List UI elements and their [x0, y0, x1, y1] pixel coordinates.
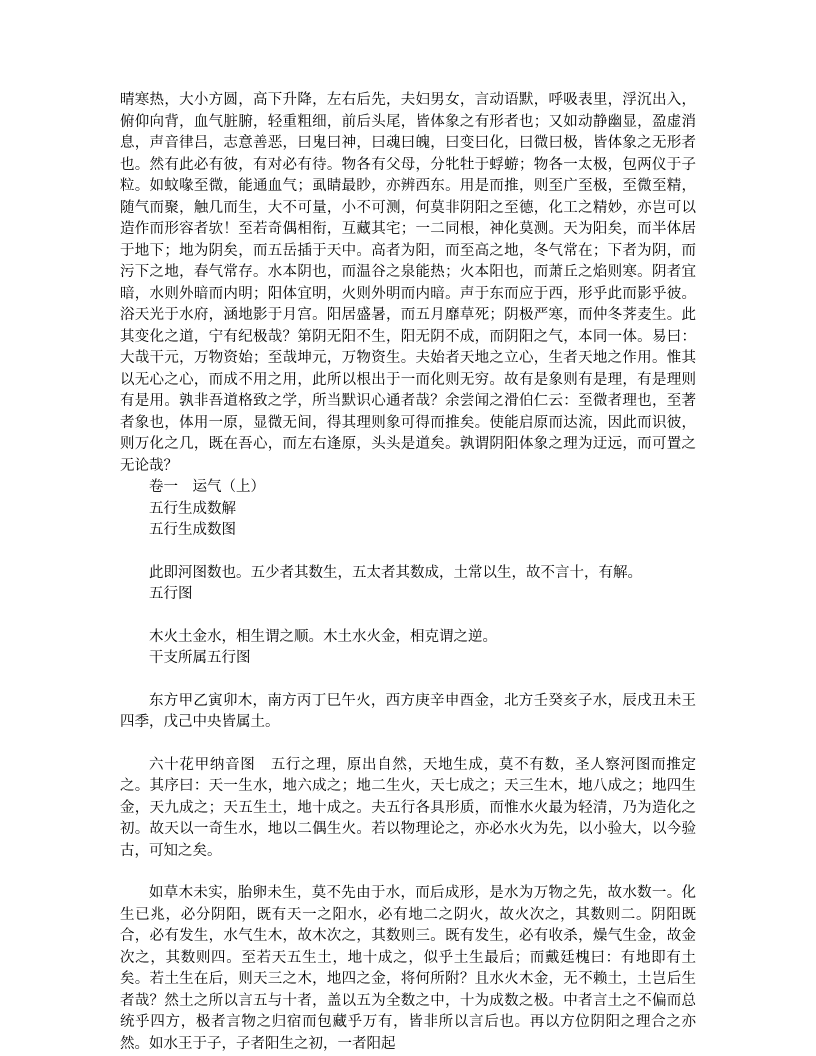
section-text-ganzhi: 东方甲乙寅卯木，南方丙丁巳午火，西方庚辛申酉金，北方壬癸亥子水，辰戌丑未王四季，戊己中央皆属土。 [120, 692, 696, 730]
section-heading-ganzhi-wuxing: 干支所属五行图 [149, 650, 251, 666]
section-heading-wuxing-tu: 五行图 [149, 586, 193, 602]
section-text-caomu: 如草木未实，胎卵未生，莫不先由于水，而后成形，是水为万物之先，故水数一。化生已兆，必分阴阳，既有天一之阳水，必有地二之阴火，故火次之，其数则二。阴阳既合，必有发生，水气生木，故木次之，其数则三。既有发生，必有收杀，燥气生金，故金次之，其数则四。至若天五生土，地十成之，似乎土生最后；而戴廷槐曰：有地即有土矣。若土生在后，则天三之木，地四之金，将何所附？且水火木金，无不赖土，土岂后生者哉？然土之所以言五与十者，盖以五为全数之中，十为成数之极。中者言土之不偏而总统乎四方，极者言物之归宿而包藏乎万有，皆非所以言后也。再以方位阴阳之理合之亦然。如水王于子，子者阳生之初，一者阳起 [120, 885, 696, 1052]
section-text-nayin: 六十花甲纳音图 五行之理，原出自然，天地生成，莫不有数，圣人察河图而推定之。其序曰：天一生水，地六成之；地二生火，天七成之；天三生木，地八成之；地四生金，天九成之；天五生土，地十成之。夫五行各具形质，而惟水火最为轻清，乃为造化之初。故天以一奇生水，地以二偶生火。若以物理论之，亦必水火为先，以小验大，以今验古，可知之矣。 [120, 756, 696, 859]
section-heading-wuxing-shengcheng-tu: 五行生成数图 [149, 522, 236, 538]
section-heading-wuxing-shengcheng-jie: 五行生成数解 [149, 500, 236, 517]
intro-paragraph: 晴寒热，大小方圆，高下升降，左右后先，夫妇男女，言动语默，呼吸表里，浮沉出入，俯仰向背，血气脏腑，轻重粗细，前后头尾，皆体象之有形者也；又如动静幽显，盈虚消息，声音律吕，志意善恶，曰鬼曰神，曰魂曰魄，曰变曰化，曰微曰极，皆体象之无形者也。然有此必有彼，有对必有待。物各有父母，分牝牡于蜉蝣；物各一太极，包两仪于子粒。如蚊喙至微，能通血气；虱睛最眇，亦辨西东。用是而推，则至广至极，至微至精，随气而聚，触几而生，大不可量，小不可测，何莫非阴阳之至德，化工之精妙，亦岂可以造作而形容者欤！至若奇偶相衔，互藏其宅；一二同根，神化莫测。天为阳矣，而半体居于地下；地为阴矣，而五岳插于天中。高者为阳，而至高之地，冬气常在；下者为阴，而污下之地，春气常存。水本阴也，而温谷之泉能热；火本阳也，而萧丘之焰则寒。阴者宜暗，水则外暗而内明；阳体宜明，火则外明而内暗。声于东而应于西，形乎此而影乎彼。浴天光于水府，涵地影于月宫。阳居盛暑，而五月靡草死；阴极严寒，而仲冬荠麦生。此其变化之道，宁有纪极哉？第阴无阳不生，阳无阴不成，而阴阳之气，本同一体。易曰：大哉干元，万物资始；至哉坤元，万物资生。夫始者天地之立心，生者天地之作用。惟其以无心之心，而成不用之用，此所以根出于一而化则无穷。故有是象则有是理，有是理则有是用。孰非吾道格致之学，所当默识心通者哉？余尝闻之滑伯仁云：至微者理也，至著者象也，体用一原，显微无间，得其理则象可得而推矣。使能启原而达流，因此而识彼，则万化之几，既在吾心，而左右逢原，头头是道矣。孰谓阴阳体象之理为迂远，而可置之无论哉？ [120, 92, 696, 474]
section-text-hetu: 此即河图数也。五少者其数生，五太者其数成，土常以生，故不言十，有解。 [149, 564, 642, 581]
section-text-xiangsheng-xiangke: 木火土金水，相生谓之顺。木土水火金，相克谓之逆。 [149, 628, 497, 645]
volume-heading: 卷一 运气（上） [149, 479, 265, 495]
document-page [120, 90, 696, 1055]
